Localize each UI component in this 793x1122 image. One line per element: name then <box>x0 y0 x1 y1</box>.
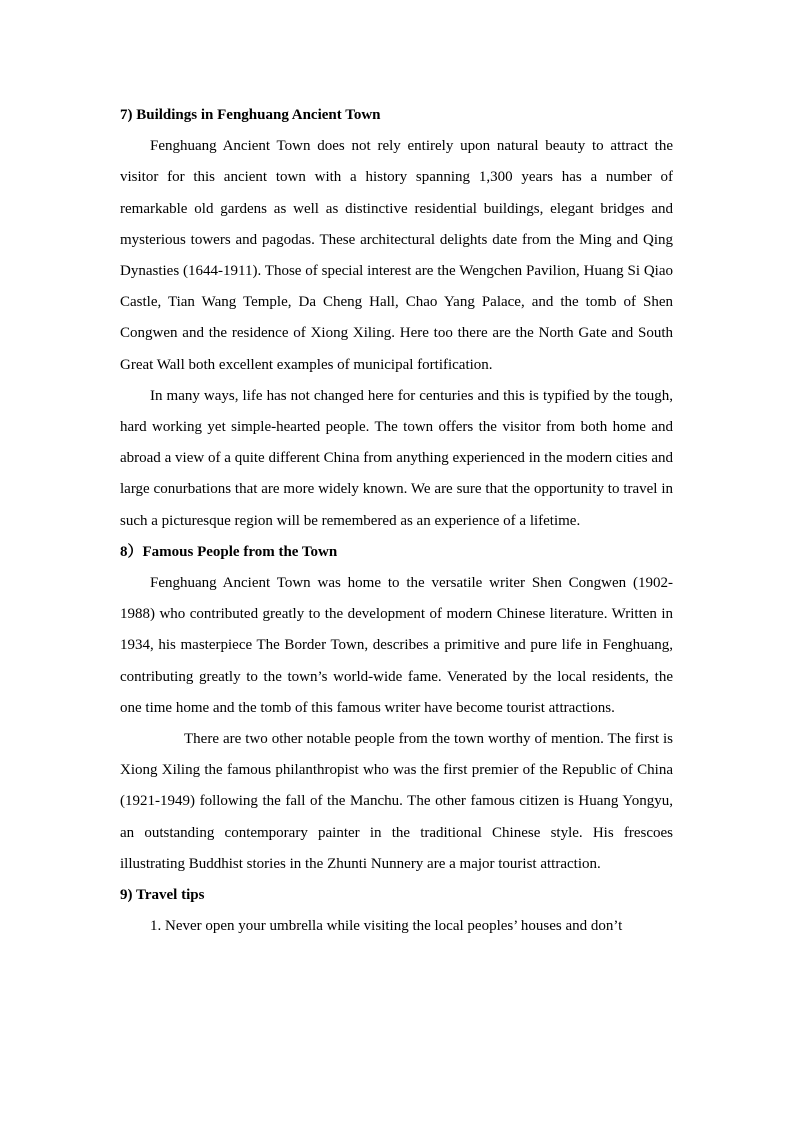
paragraph-notable-people: There are two other notable people from the town worthy of mention. The first is Xiong Xiling the famous philanthropist who was the first premier of the Republic of China (1921-1949) following the fall of the Manchu. The other famous citizen is Huang Yongyu, an outstanding contemporary painter in the traditional Chinese style. His frescoes illustrating Buddhist stories in the Zhunti Nunnery are a major tourist attraction. <box>120 731 673 872</box>
paragraph-shen-congwen: Fenghuang Ancient Town was home to the versatile writer Shen Congwen (1902-1988) who contributed greatly to the development of modern Chinese literature. Written in 1934, his masterpiece The Border Town, describes a primitive and pure life in Fenghuang, contributing greatly to the town’s world-wide fame. Venerated by the local residents, the one time home and the tomb of this famous writer have become tourist attractions. <box>120 575 673 716</box>
paragraph-travel-tip-1: 1. Never open your umbrella while visiting the local peoples’ houses and don’t <box>150 918 623 935</box>
paragraph-buildings-life: In many ways, life has not changed here for centuries and this is typified by the tough, hard working yet simple-hearted people. The town offers the visitor from both home and abroad a view of a quite different China from anything experienced in the modern cities and large conurbations that are more widely known. We are sure that the opportunity to travel in such a picturesque region will be remembered as an experience of a lifetime. <box>120 387 673 529</box>
document-body <box>120 100 673 942</box>
section-heading-travel-tips: 9) Travel tips <box>120 887 205 904</box>
section-heading-buildings: 7) Buildings in Fenghuang Ancient Town <box>120 107 381 123</box>
section-heading-famous-people: 8）Famous People from the Town <box>120 543 338 560</box>
paragraph-buildings-intro: Fenghuang Ancient Town does not rely entirely upon natural beauty to attract the visitor for this ancient town with a history spanning 1,300 years has a number of remarkable old gardens as well as distinctive residential buildings, elegant bridges and mysterious towers and pagodas. These architectural delights date from the Ming and Qing Dynasties (1644-1911). Those of special interest are the Wengchen Pavilion, Huang Si Qiao Castle, Tian Wang Temple, Da Cheng Hall, Chao Yang Palace, and the tomb of Shen Congwen and the residence of Xiong Xiling. Here too there are the North Gate and South Great Wall both excellent examples of municipal fortification. <box>120 138 673 373</box>
